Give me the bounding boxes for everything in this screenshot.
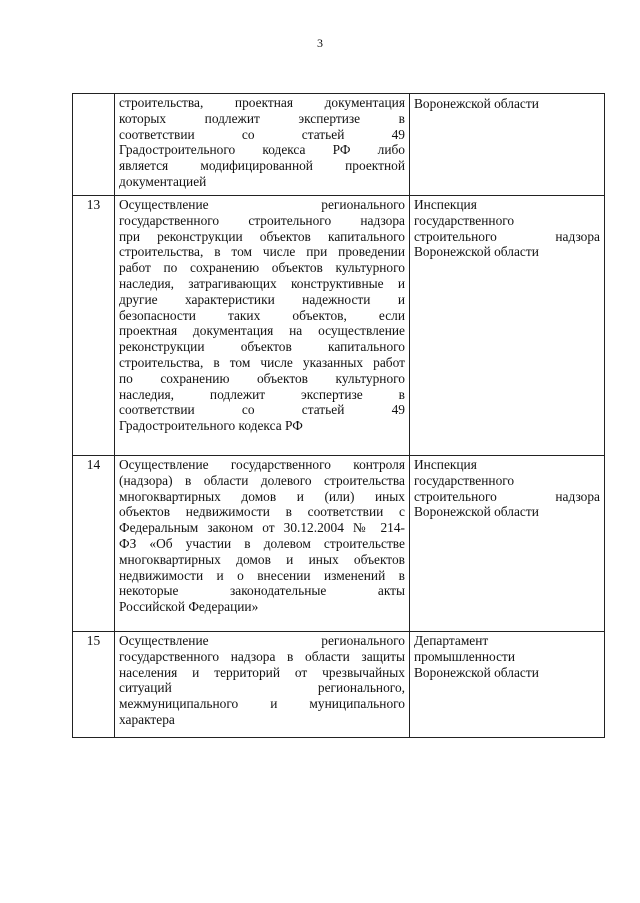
authority-cell xyxy=(410,456,605,632)
description-line: наследия, затрагивающих конструктивные и xyxy=(119,275,405,291)
description-line: межмуниципального и муниципального xyxy=(119,696,405,712)
description-line: другие характеристики надежности и xyxy=(119,291,405,307)
row-number xyxy=(73,94,115,196)
description-line: проектная документация на осуществление xyxy=(119,323,405,339)
description-line: (надзора) в области долевого строительства xyxy=(119,472,405,488)
row-number: 15 xyxy=(73,632,115,738)
description-line: ситуаций регионального, xyxy=(119,680,405,696)
authority-line: Воронежской области xyxy=(414,504,539,520)
authority-line: Департамент xyxy=(414,633,489,648)
description-line: ФЗ «Об участии в долевом строительстве xyxy=(119,535,405,551)
description-cell xyxy=(115,456,410,632)
authorities-table xyxy=(72,93,605,738)
description-line: государственного строительного надзора xyxy=(119,212,405,228)
description-line: Осуществление государственного контроля xyxy=(119,457,405,472)
authority-cell xyxy=(410,196,605,456)
description-line: соответствии со статьей 49 xyxy=(119,126,405,142)
authority-line: Инспекция xyxy=(414,197,477,212)
description-cell xyxy=(115,632,410,738)
description-line: которых подлежит экспертизе в xyxy=(119,110,405,126)
table-row xyxy=(73,94,605,196)
description-line: реконструкции объектов капитального xyxy=(119,339,405,355)
authority-line: государственного xyxy=(414,472,515,488)
table-row xyxy=(73,632,605,738)
authority-line: строительного надзора xyxy=(414,488,600,504)
description-line: строительства, проектная документация xyxy=(119,95,405,110)
description-line: строительства, в том числе при проведении xyxy=(119,244,405,260)
table-row xyxy=(73,456,605,632)
description-line: при реконструкции объектов капитального xyxy=(119,228,405,244)
page-number: 3 xyxy=(317,36,323,50)
description-line: Градостроительного кодекса РФ либо xyxy=(119,142,405,158)
description-line: Российской Федерации» xyxy=(119,599,259,615)
description-line: Осуществление регионального xyxy=(119,197,405,212)
description-line: характера xyxy=(119,711,175,727)
authority-line: строительного надзора xyxy=(414,228,600,244)
description-line: по сохранению объектов культурного xyxy=(119,370,405,386)
description-line: Осуществление регионального xyxy=(119,633,405,648)
authority-line: государственного xyxy=(414,212,515,228)
authority-line: промышленности xyxy=(414,648,516,664)
row-number: 14 xyxy=(73,456,115,632)
description-line: является модифицированной проектной xyxy=(119,158,405,174)
table-row xyxy=(73,196,605,456)
description-line: документацией xyxy=(119,173,207,189)
description-line: государственного надзора в области защиты xyxy=(119,648,405,664)
description-cell xyxy=(115,94,410,196)
description-line: населения и территорий от чрезвычайных xyxy=(119,664,405,680)
authority-line: Воронежской области xyxy=(414,664,539,680)
description-line: объектов недвижимости в соответствии с xyxy=(119,504,405,520)
authority-cell xyxy=(410,94,605,196)
description-line: недвижимости и о внесении изменений в xyxy=(119,567,405,583)
description-line: Федеральным законом от 30.12.2004 № 214- xyxy=(119,520,405,536)
description-line: работ по сохранению объектов культурного xyxy=(119,260,405,276)
description-line: соответствии со статьей 49 xyxy=(119,402,405,418)
description-line: строительства, в том числе указанных работ xyxy=(119,354,405,370)
authority-line: Воронежской области xyxy=(414,96,539,111)
authority-cell xyxy=(410,632,605,738)
description-line: наследия, подлежит экспертизе в xyxy=(119,386,405,402)
authority-line: Воронежской области xyxy=(414,244,539,260)
description-cell xyxy=(115,196,410,456)
description-line: многоквартирных домов и иных объектов xyxy=(119,551,405,567)
description-line: некоторые законодательные акты xyxy=(119,583,405,599)
row-number: 13 xyxy=(73,196,115,456)
description-line: безопасности таких объектов, если xyxy=(119,307,405,323)
authority-line: Инспекция xyxy=(414,457,477,472)
description-line: многоквартирных домов и (или) иных xyxy=(119,488,405,504)
description-line: Градостроительного кодекса РФ xyxy=(119,418,303,434)
